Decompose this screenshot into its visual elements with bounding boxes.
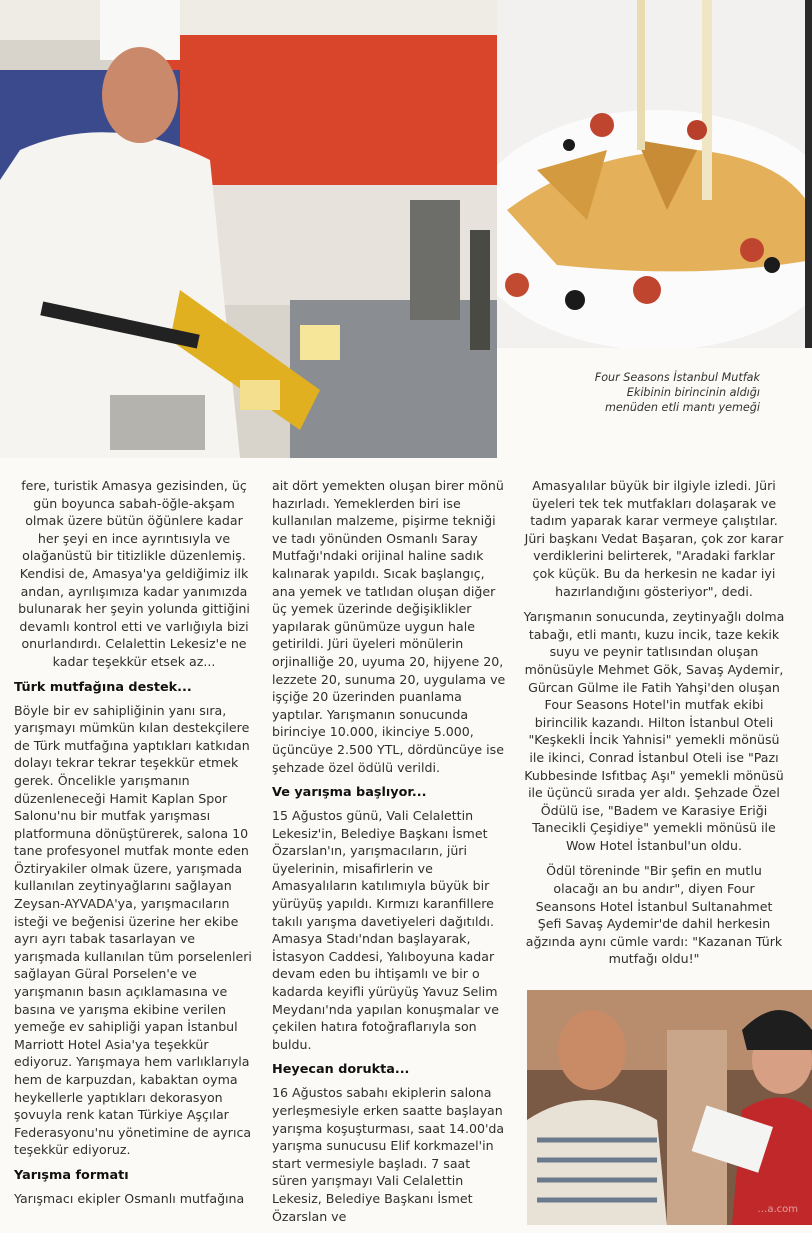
paragraph: Ödül töreninde "Bir şefin en mutlu olacağı an bu andır", diyen Four Seansons Hotel İstanbul Sultanahmet Şefi Savaş Aydemir'de dahil herkesin ağzında aynı cümle vardı: "Kazanan Türk mutfağı oldu!" (525, 863, 783, 967)
paragraph: 16 Ağustos sabahı ekiplerin salona yerleşmesiyle erken saatte başlayan yarışma koşuşturması, saat 14.00'da yarışma sunucusu Elif korkmazel'in start vermesiyle başladı. 7 saat süren yarışmayı Vali Celalettin Lekesiz, Belediye Başkanı İsmet Özarslan ve (272, 1085, 505, 1224)
paragraph: Yarışmacı ekipler Osmanlı mutfağına (14, 1190, 245, 1206)
caption-line: Four Seasons İstanbul Mutfak (594, 371, 760, 384)
section-heading: Yarışma formatı (14, 1167, 129, 1183)
photo-caption (560, 370, 760, 415)
paragraph: Yarışmanın sonucunda, zeytinyağlı dolma tabağı, etli mantı, kuzu incik, taze kekik suyu ve peynir tatlısından oluşan mönüsüyle Mehmet Gök, Savaş Aydemir, Gürcan Gülme ile Fatih Yahşi'den oluşan Four Seasons Hotel'in mutfak ekibi birincilik kazandı. Hilton İstanbul Oteli "Keşkekli İncik Yahnisi" yemekli mönüsü ile ikinci, Conrad İstanbul Oteli ise "Pazı Kubbesinde Isfıtbaç Aşı" yemekli mönüsü ile üçüncü sırada yer aldı. Şehzade Özel Ödülü ise, "Badem ve Karasiye Eriği Tanecikli Çeşidiye" yemekli mönüsü ile Wow Hotel İstanbul'un oldu. (523, 609, 785, 853)
section-heading: Türk mutfağına destek... (14, 679, 192, 695)
caption-line: menüden etli mantı yemeği (604, 401, 760, 414)
paragraph: Böyle bir ev sahipliğinin yanı sıra, yarışmayı mümkün kılan destekçilere de Türk mutfağına yaptıkları katkıdan dolayı tekrar tekrar teşekkür etmek gerek. Öncelikle yarışmanın düzenleneceği Hamit Kaplan Spor Salonu'nu bir mutfak yarışması platformuna dönüştürerek, salona 10 tane profesyonel mutfak monte eden Öztiryakiler olmak üzere, yarışmada kullanılan zeytinyağlarını sağlayan Zeysan-AYVADA'ya, yarışmacıların isteği ve beğenisi üzerine her ekibe ayrı ayrı tabak tasarlayan ve yarışmada kullanılan tüm porselenleri sağlayan Güral Porselen'e ve yarışmanın basın açıklamasına ve basına ve yarışma ekibine verilen yemeğe ev sahipliği yapan İstanbul Marriott Hotel Asia'ya teşekkür ediyoruz. Yarışmaya hem varlıklarıyla hem de karpuzdan, kabaktan oyma heykellerle yaptıkları dekorasyon şovuyla renk katan Türkiye Aşçılar Federasyonu'nu yönetimine de ayrıca teşekkür ediyoruz. (14, 702, 252, 1158)
watermark-text: …a.com (757, 1204, 798, 1215)
paragraph: ait dört yemekten oluşan birer mönü hazırladı. Yemeklerden biri ise kullanılan malzeme, pişirme tekniği ve tadı yönünden Osmanlı Saray Mutfağı'ndaki orijinal haline sadık kalınarak yapıldı. Sıcak başlangıç, ana yemek ve tatlıdan oluşan diğer üç yemek üzerinde değişiklikler yapılarak günümüze uygun hale getirildi. Jüri üyeleri mönülerin orjinalliğe 20, uyuma 20, hijyene 20, lezzete 20, sunuma 20, uygulama ve işçiğe 20 üzerinden puanlama yaptılar. Yarışmanın sonucunda birinciye 10.000, ikinciye 5.000, üçüncüye 2.500 YTL, dördüncüye ise şehzade özel ödülü verildi. (272, 478, 506, 775)
paragraph: Amasyalılar büyük bir ilgiyle izledi. Jüri üyeleri tek tek mutfakları dolaşarak ve tadım yaparak karar vermeye çalıştılar. Jüri başkanı Vedat Başaran, çok zor karar verdiklerini belirterek, "Aradaki farklar çok küçük. Bu da herkesin ne kadar iyi hazırlandığını gösteriyor", dedi. (524, 478, 784, 599)
dish-photo (497, 0, 812, 348)
section-heading: Heyecan dorukta... (272, 1062, 410, 1078)
award-photo (527, 990, 812, 1225)
paragraph: fere, turistik Amasya gezisinden, üç gün boyunca sabah-öğle-akşam olmak üzere bütün öğünlere kadar her şeyi en ince ayrıntısıyla ve olağanüstü bir titizlikle düzenlemiş. Kendisi de, Amasya'ya geldiğimiz ilk andan, ayrılışımıza kadar yanımızda bulunarak her şeyin yolunda gittiğini devamlı kontrol etti ve varlığıyla bizi onurlandırdı. Celalettin Lekesiz'e ne kadar teşekkür etsek az... (18, 478, 250, 669)
text-column-1 (14, 477, 254, 1216)
section-heading: Ve yarışma başlıyor... (272, 785, 427, 801)
text-column-2 (272, 477, 508, 1233)
chef-photo (0, 0, 497, 458)
paragraph: 15 Ağustos günü, Vali Celalettin Lekesiz'in, Belediye Başkanı İsmet Özarslan'ın, yarışmacıların, jüri üyelerinin, misafirlerin ve Amasyalıların katılımıyla büyük bir yürüyüş yapıldı. Kırmızı karanfillere takılı yarışma davetiyeleri dağıtıldı. Amasya Stadı'ndan başlayarak, İstasyon Caddesi, Yalıboyuna kadar devam eden bu ihtişamlı ve bir o kadarda keyifli yürüyüş Yavuz Selim Meydanı'nda yapılan konuşmalar ve çekilen hatıra fotoğraflarıyla son buldu. (272, 808, 499, 1052)
caption-line: Ekibinin birincinin aldığı (626, 386, 760, 399)
text-column-3 (523, 477, 785, 976)
